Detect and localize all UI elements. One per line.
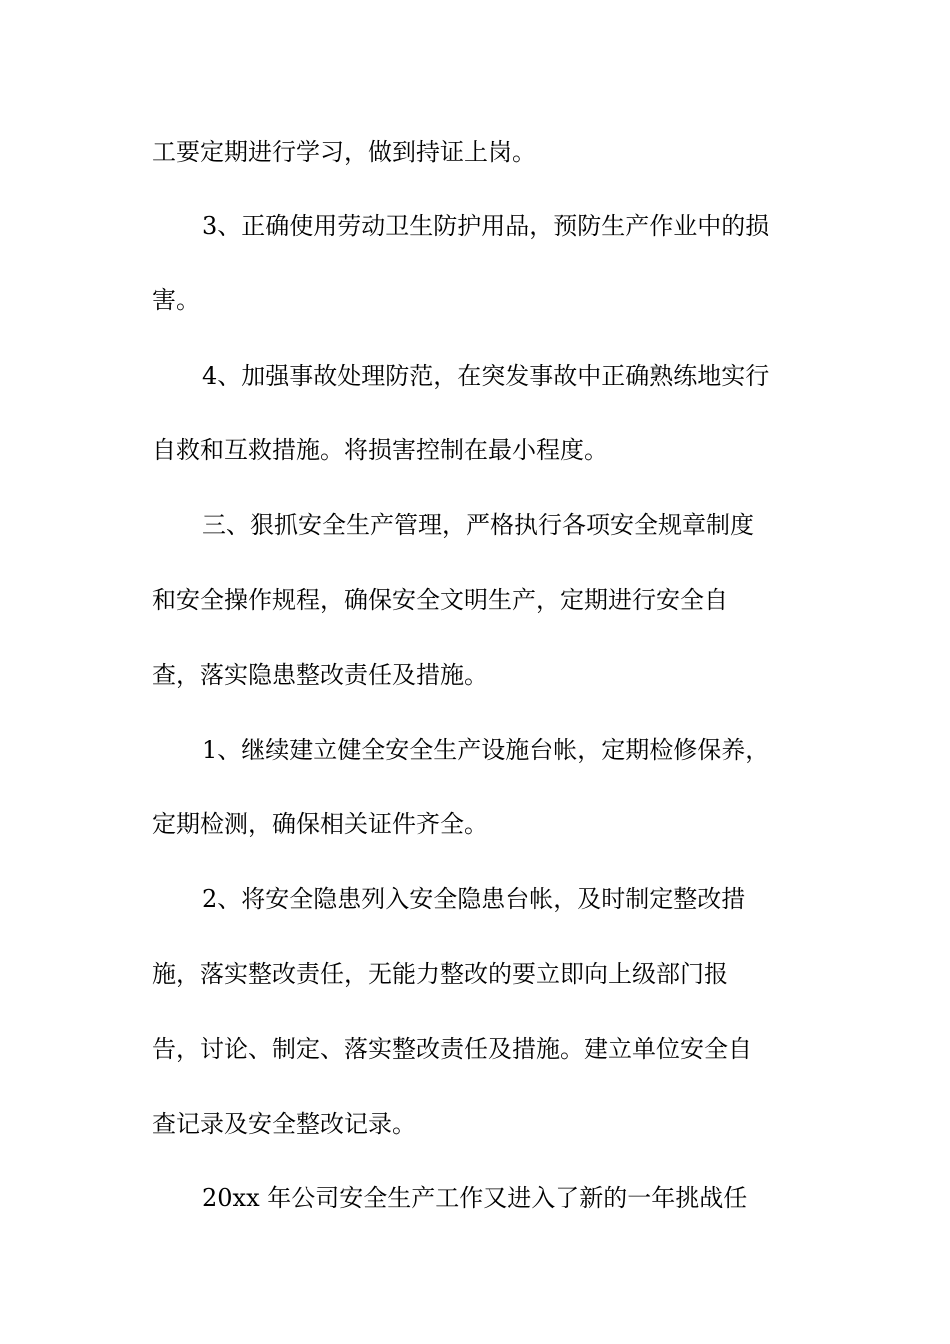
text-line: 定期检测，确保相关证件齐全。 [152,810,488,838]
text-line: 工要定期进行学习，做到持证上岗。 [152,138,536,166]
text-line: 和安全操作规程，确保安全文明生产，定期进行安全自 [152,586,728,614]
text-line: 三、狠抓安全生产管理，严格执行各项安全规章制度 [202,511,754,539]
text-line: 20xx 年公司安全生产工作又进入了新的一年挑战任 [202,1184,748,1212]
text-line: 告，讨论、制定、落实整改责任及措施。建立单位安全自 [152,1035,752,1063]
text-line: 3、正确使用劳动卫生防护用品，预防生产作业中的损 [202,212,770,240]
text-line: 自救和互救措施。将损害控制在最小程度。 [152,436,608,464]
text-line: 2、将安全隐患列入安全隐患台帐，及时制定整改措 [202,885,746,913]
text-line: 4、加强事故处理防范，在突发事故中正确熟练地实行 [202,362,770,390]
text-line: 害。 [152,286,200,314]
text-line: 查，落实隐患整改责任及措施。 [152,661,488,689]
text-line: 查记录及安全整改记录。 [152,1110,416,1138]
text-line: 1、继续建立健全安全生产设施台帐，定期检修保养， [202,736,770,764]
text-line: 施，落实整改责任，无能力整改的要立即向上级部门报 [152,960,728,988]
